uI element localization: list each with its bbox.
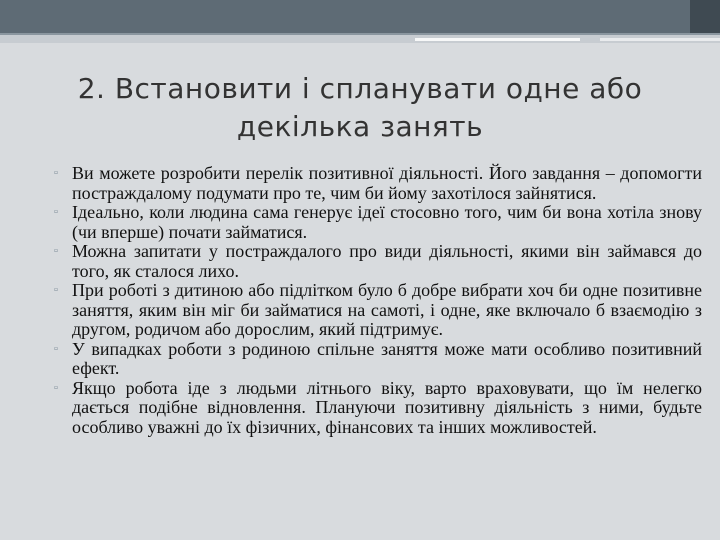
list-item	[54, 163, 702, 203]
bullet-list	[54, 163, 702, 437]
list-item-text: Ви можете розробити перелік позитивної діяльності. Його завдання – допомогти постраждалому подумати про те, чим би йому захотілося зайнятися.	[72, 163, 702, 203]
square-bullet-icon: ▫	[54, 342, 58, 355]
list-item-text: При роботі з дитиною або підлітком було б добре вибрати хоч би одне позитивне заняття, яким він міг би займатися на самоті, і одне, яке включало б взаємодію з другом, родичом або дорослим, який підтримує.	[72, 280, 702, 339]
square-bullet-icon: ▫	[54, 245, 58, 257]
list-item-text: Можна запитати у постраждалого про види діяльності, якими він займався до того, як сталося лихо.	[72, 241, 702, 281]
list-item	[54, 280, 702, 340]
square-bullet-icon: ▫	[54, 206, 58, 218]
header-accent-line	[600, 38, 720, 41]
slide-title	[30, 70, 690, 146]
list-item	[54, 202, 702, 242]
list-item	[54, 377, 702, 438]
list-item	[54, 338, 702, 379]
list-item-text: Якщо робота іде з людьми літнього віку, варто враховувати, що їм нелегко дається подібне відновлення. Плануючи позитивну діяльність з ними, будьте особливо уважні до їх фізичних, фінансових та інших можливостей.	[72, 377, 702, 437]
square-bullet-icon: ▫	[54, 381, 58, 394]
square-bullet-icon: ▫	[54, 284, 58, 296]
title-line: 2. Встановити і спланувати одне або	[77, 72, 643, 105]
list-item	[54, 241, 702, 281]
header-bar	[0, 0, 720, 33]
header-accent-line	[415, 38, 580, 41]
list-item-text: У випадках роботи з родиною спільне заняття може мати особливо позитивний ефект.	[72, 338, 702, 378]
header-bar-corner	[690, 0, 720, 33]
title-line: декілька занять	[236, 110, 484, 143]
list-item-text: Ідеально, коли людина сама генерує ідеї стосовно того, чим би вона хотіла знову (чи вперше) почати займатися.	[72, 202, 702, 242]
square-bullet-icon: ▫	[54, 167, 58, 179]
